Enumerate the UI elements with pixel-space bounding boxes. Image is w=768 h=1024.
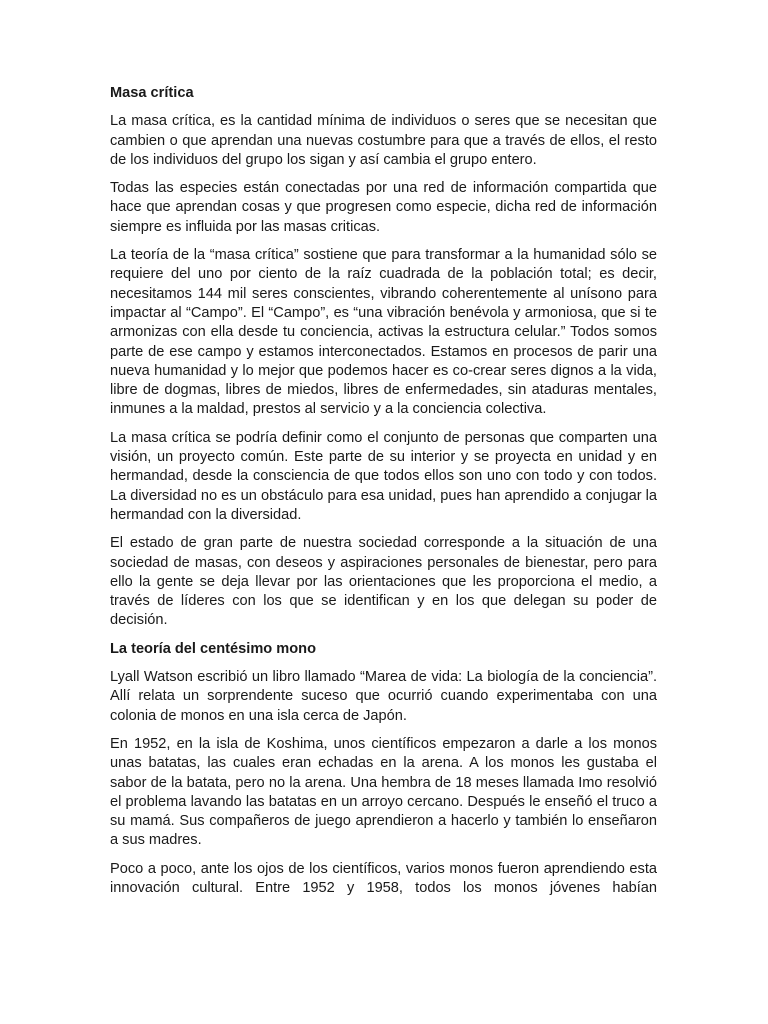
paragraph-koshima: En 1952, en la isla de Koshima, unos científicos empezaron a darle a los monos unas batatas, las cuales eran echadas en la arena. A los monos les gustaba el sabor de la batata, pero no la arena. Una hembra de 18 meses llamada Imo resolvió el problema lavando las batatas en un arroyo cercano. Después le enseñó el truco a su mamá. Sus compañeros de juego aprendieron a hacerlo y también lo enseñaron a sus madres. [110,735,657,849]
paragraph-shared-vision: La masa crítica se podría definir como el conjunto de personas que comparten una visión, un proyecto común. Este parte de su interior y se proyecta en unidad y en hermandad, desde la consciencia de que todos ellos son uno con todo y con todos. La diversidad no es un obstáculo para esa unidad, pues han aprendido a conjugar la hermandad con la diversidad. [110,429,657,523]
document-page [110,84,657,900]
paragraph-poco-a-poco: Poco a poco, ante los ojos de los científicos, varios monos fueron aprendiendo esta innovación cultural. Entre 1952 y 1958, todos los monos jóvenes habían [110,860,657,896]
paragraph-theory: La teoría de la “masa crítica” sostiene que para transformar a la humanidad sólo se requiere del uno por ciento de la raíz cuadrada de la población total; es decir, necesitamos 144 mil seres conscientes, vibrando coherentemente al unísono para impactar al “Campo”. El “Campo”, es “una vibración benévola y armoniosa, que si te armonizas con ella desde tu conciencia, activas la estructura celular.” Todos somos parte de ese campo y estamos interconectados. Estamos en procesos de parir una nueva humanidad y lo mejor que podemos hacer es co-crear seres dignos a la vida, libre de dogmas, libres de miedos, libres de enfermedades, sin ataduras mentales, inmunes a la maldad, prestos al servicio y a la conciencia colectiva. [110,247,657,418]
heading-centesimo-mono: La teoría del centésimo mono [110,640,316,657]
paragraph-mass-society: El estado de gran parte de nuestra sociedad corresponde a la situación de una sociedad de masas, con deseos y aspiraciones personales de bienestar, pero para ello la gente se deja llevar por las orientaciones que les proporciona el medio, a través de líderes con los que se identifican y en los que delegan su poder de decisión. [110,535,657,629]
paragraph-clip [110,860,657,900]
paragraph-definition: La masa crítica, es la cantidad mínima de individuos o seres que se necesitan que cambien o que aprendan una nuevas costumbre para que a través de ellos, el resto de los individuos del grupo los sigan y así cambia el grupo entero. [110,113,657,168]
paragraph-species-network: Todas las especies están conectadas por una red de información compartida que hace que aprendan cosas y que progresen como especie, dicha red de información siempre es influida por las masas criticas. [110,180,657,235]
paragraph-lyall-watson: Lyall Watson escribió un libro llamado “Marea de vida: La biología de la conciencia”. Allí relata un sorprendente suceso que ocurrió cuando experimentaba con una colonia de monos en una isla cerca de Japón. [110,669,657,724]
heading-masa-critica: Masa crítica [110,85,194,101]
